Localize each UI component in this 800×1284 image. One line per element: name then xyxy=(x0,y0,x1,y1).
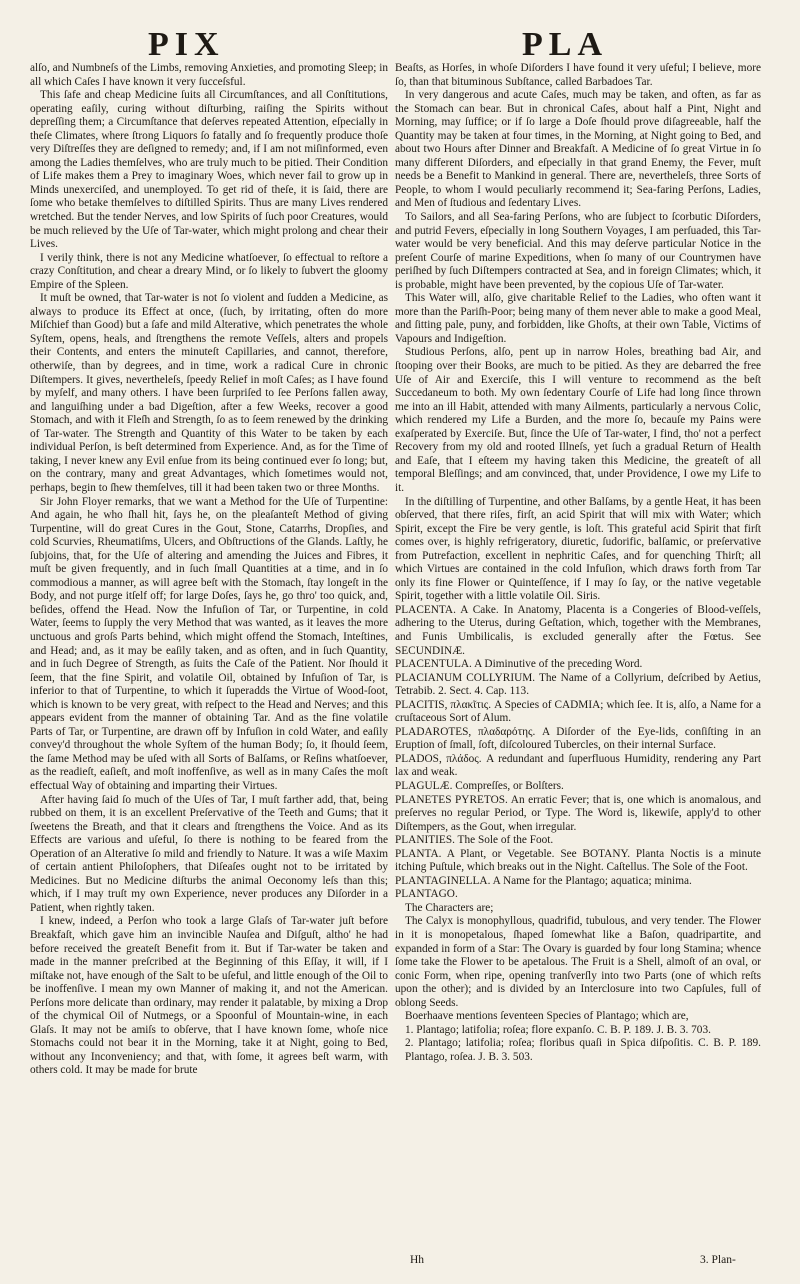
right-column xyxy=(395,62,761,1064)
dictionary-entry-plantaginella: PLANTAGINELLA. A Name for the Plantago; aquatica; minima. xyxy=(395,874,692,887)
paragraph: I knew, indeed, a Perſon who took a large Glaſs of Tar-water juſt before Breakfaſt, which gave him an invincible Nauſea and Diſguſt, altho' he had before received the greateſt Benefit from it. But if Tar-water be taken and made in the manner preſcribed at the Beginning of this Eſſay, it will, if I miſtake not, have enough of the Salt to be uſeful, and little enough of the Oil to be inoffenſive. I mean my own Manner of making it, and not the American. Perſons more delicate than ordinary, may render it palatable, by mixing a Drop of the chymical Oil of Nutmegs, or a Spoonful of Mountain-wine, in each Glaſs. It may not be amiſs to obſerve, that I have known ſome, whoſe nice Stomachs could not bear it in the Morning, take it at Night, going to Bed, without any Inconveniency; and that, with ſome, it agrees beſt warm, with others cold. It may be made for brute xyxy=(30,915,388,1077)
signature-mark: Hh xyxy=(410,1254,425,1266)
dictionary-entry-planta: PLANTA. A Plant, or Vegetable. See BOTANY. Planta Noctis is a minute itching Puſtule, which breaks out in the Night. Caſtellus. The Sole of the Foot. xyxy=(395,847,761,874)
dictionary-entry-pladarotes: PLADAROTES, πλαδαρότης. A Diſorder of the Eye-lids, conſiſting in an Eruption of ſmall, ſoft, diſcoloured Tubercles, on their internal Surface. xyxy=(395,725,761,752)
running-head-left: PIX xyxy=(148,26,225,63)
dictionary-entry-plados: PLADOS, πλάδος. A redundant and ſuperfluous Humidity, rendering any Part lax and weak. xyxy=(395,752,761,779)
paragraph: Beaſts, as Horſes, in whoſe Diſorders I have found it very uſeful; I believe, more ſo, than that bituminous Subſtance, called Barbadoes Tar. xyxy=(395,62,761,88)
list-item: 1. Plantago; latifolia; roſea; flore expanſo. C. B. P. 189. J. B. 3. 703. xyxy=(405,1023,711,1036)
dictionary-entry-planities: PLANITIES. The Sole of the Foot. xyxy=(395,834,554,847)
paragraph: The Calyx is monophyllous, quadrifid, tubulous, and very tender. The Flower in it is monopetalous, ſhaped ſomewhat like a Baſon, quadripartite, and expanded in form of a Star: The Ovary is guarded by four long Stamina; whence ſome take the Flower to be apetalous. The Fruit is a Shell, almoſt of an oval, or conic Form, when ripe, opening tranſverſly into two Parts (one of which reſts upon the other); and is divided by an Interclosure into two Capſules, full of oblong Seeds. xyxy=(395,915,761,1009)
dictionary-entry-planetes: PLANETES PYRETOS. An erratic Fever; that is, one which is anomalous, and preſerves no regular Period, or Type. The Word is, likewiſe, apply'd to other Diſtempers, as the Gout, when irregular. xyxy=(395,793,761,833)
paragraph: alſo, and Numbneſs of the Limbs, removing Anxieties, and promoting Sleep; in all which Caſes I have known it very ſucceſsful. xyxy=(30,62,388,88)
paragraph: To Sailors, and all Sea-faring Perſons, who are ſubject to ſcorbutic Diſorders, and putrid Fevers, eſpecially in long Southern Voyages, I am perſuaded, this Tar-water would be very beneficial. And this may deſerve particular Notice in the preſent Courſe of marine Expeditions, when ſo many of our Countrymen have periſhed by ſuch Diſtempers contracted at Sea, and in foreign Climates; which, it is probable, might have been prevented, by the copious Uſe of Tar-water. xyxy=(395,211,761,291)
paragraph: This ſafe and cheap Medicine ſuits all Circumſtances, and all Conſtitutions, operating eaſily, curing without diſturbing, raiſing the Spirits without depreſſing them; a Circumſtance that deſerves repeated Attention, eſpecially in theſe Climates, where ſtrong Liquors ſo fatally and ſo frequently produce thoſe very Diſtreſſes they are deſigned to remedy; and, if I am not miſinformed, even among the Ladies themſelves, who are truly much to be pitied. Their Condition of Life makes them a Prey to imaginary Woes, which never fail to grow up in Minds unexerciſed, and unemployed. To get rid of theſe, it is ſaid, there are ſome who betake themſelves to diſtilled Spirits. Thus are many Lives rendered wretched. But the tender Nerves, and low Spirits of ſuch poor Creatures, would be much relieved by the Uſe of Tar-water, which might prolong and chear their Lives. xyxy=(30,89,388,251)
paragraph: After having ſaid ſo much of the Uſes of Tar, I muſt farther add, that, being rubbed on them, it is an excellent Preſervative of the Teeth and Gums; that it ſweetens the Breath, and that it clears and ſtrengthens the Voice. And as its Effects are various and uſeful, ſo there is nothing to be feared from the Operation of an Alterative ſo mild and friendly to Nature. It was a wiſe Maxim of certain antient Philoſophers, that Diſeaſes ought not to be irritated by Medicines. But no Medicine diſturbs the animal Oeconomy leſs than this; which, if I may truſt my own Experience, never produces any Diſorder in a Patient, when rightly taken. xyxy=(30,793,388,914)
left-column xyxy=(30,62,388,1078)
dictionary-entry-placentula: PLACENTULA. A Diminutive of the preceding Word. xyxy=(395,658,643,671)
dictionary-entry-placianum: PLACIANUM COLLYRIUM. The Name of a Collyrium, deſcribed by Aetius, Tetrabib. 2. Sect. 4. Cap. 113. xyxy=(395,671,761,698)
paragraph: This Water will, alſo, give charitable Relief to the Ladies, who often want it more than the Pariſh-Poor; being many of them never able to make a good Meal, and ſitting pale, puny, and forbidden, like Ghoſts, at their own Table, Victims of Vapours and Indigeſtion. xyxy=(395,292,761,345)
dictionary-entry-plagulae: PLAGULÆ. Compreſſes, or Bolſters. xyxy=(395,779,564,792)
paragraph: Boerhaave mentions ſeventeen Species of Plantago; which are, xyxy=(405,1010,689,1023)
paragraph: I verily think, there is not any Medicine whatſoever, ſo effectual to reſtore a crazy Conſtitution, and chear a dreary Mind, or ſo likely to ſubvert the gloomy Empire of the Spleen. xyxy=(30,251,388,291)
catchword: 3. Plan- xyxy=(700,1254,736,1266)
list-item: 2. Plantago; latifolia; roſea; floribus quaſi in Spica diſpoſitis. C. B. P. 189. Plantago, roſea. J. B. 3. 503. xyxy=(405,1037,761,1063)
paragraph: The Characters are; xyxy=(405,901,494,914)
dictionary-entry-placitis: PLACITIS, πλακῖτις. A Species of CADMIA; which ſee. It is, alſo, a Name for a cruſtaceous Sort of Alum. xyxy=(395,698,761,725)
paragraph: Studious Perſons, alſo, pent up in narrow Holes, breathing bad Air, and ſtooping over their Books, are much to be pitied. As they are debarred the free Uſe of Air and Exerciſe, this I will venture to recommend as the beſt Succedaneum to both. My own ſedentary Courſe of Life had long ſince thrown me into an ill Habit, attended with many Ailments, particularly a nervous Colic, which rendered my Life a Burden, and the more ſo, becauſe my Pains were exaſperated by Exerciſe. But, ſince the Uſe of Tar-water, I find, tho' not a perfect Recovery from my old and rooted Illneſs, yet ſuch a gradual Return of Health and Eaſe, that I eſteem my having taken this Medicine, the greateſt of all temporal Bleſſings; and am convinced, that, under Providence, I owe my Life to it. xyxy=(395,346,761,494)
paragraph: In the diſtilling of Turpentine, and other Balſams, by a gentle Heat, it has been obſerved, that there riſes, firſt, an acid Spirit that will mix with Water; which Spirit, except the Fire be very gentle, is loſt. This grateful acid Spirit that firſt comes over, is highly refrigeratory, diuretic, ſudorific, balſamic, or preſervative from Putrefaction, excellent in nephritic Caſes, and for quenching Thirſt; all which Virtues are contained in the cold Infuſion, which draws forth from Tar only its fine Flower or Quinteſſence, if I may ſo ſay, or the native vegetable Spirit, together with a little volatile Oil. Siris. xyxy=(395,495,761,603)
paragraph: In very dangerous and acute Caſes, much may be taken, and often, as far as the Stomach can bear. But in chronical Caſes, about half a Pint, Night and Morning, may ſuffice; or if ſo large a Doſe ſhould prove diſagreeable, half the Quantity may be taken at four times, in the Morning, at Night going to Bed, and about two Hours after Dinner and Breakfaſt. A Medicine of ſo great Virtue in ſo many different Diſorders, and eſpecially in that grand Enemy, the Fever, muſt needs be a Benefit to Mankind in general. There are, nevertheleſs, three Sorts of People, to whom I would peculiarly recommend it; Sea-faring Perſons, Ladies, and Men of ſtudious and ſedentary Lives. xyxy=(395,89,761,210)
running-head-right: PLA xyxy=(522,26,608,63)
dictionary-entry-plantago: PLANTAGO. xyxy=(395,888,458,901)
paragraph: Sir John Floyer remarks, that we want a Method for the Uſe of Turpentine: And again, he who ſhall hit, ſays he, on the pleaſanteſt Method of giving Turpentine, will do great Cures in the Gout, Stone, Catarrhs, Dropſies, and cold Scurvies, Rheumatiſms, Ulcers, and Obſtructions of the Glands. Laſtly, he ſubjoins, that, for the Uſe of altering and amending the Juices and Fibres, it muſt be given frequently, and in ſuch ſmall Quantities at a time, and in ſo commodious a manner, as will agree beſt with the Stomach, ſtay longeſt in the Body, and not purge itſelf off; for large Doſes, ſays he, go thro' too quick, and, beſides, offend the Head. Now the Infuſion of Tar, or Turpentine, in cold Water, ſeems to ſupply the very Method that was wanted, as it leaves the more unctuous and groſs Parts behind, which might offend the Stomach, Inteſtines, and Head; and, as it may be eaſily taken, and as often, and in ſuch Quantity, and in ſuch Degree of Strength, as ſuits the Caſe of the Patient. Nor ſhould it ſeem, that the fine Spirit, and volatile Oil, obtained by Infuſion of Tar, is inferior to that of Turpentine, to which it ſuperadds the Virtue of Wood-ſoot, which is known to be very great, with reſpect to the Head and Nerves; and this appears evident from the manner of obtaining Tar. And as the fine volatile Parts of Tar, or Turpentine, are drawn off by Infuſion in cold Water, and eaſily convey'd throughout the whole Syſtem of the human Body; ſo, it ſhould ſeem, the ſame Method may be uſed with all Sorts of Balſams, or Reſins whatſoever, as the readieſt, eaſieſt, and moſt inoffenſive, as well as in many Caſes the moſt effectual Way of obtaining and imparting their Virtues. xyxy=(30,495,388,792)
dictionary-entry-placenta: PLACENTA. A Cake. In Anatomy, Placenta is a Congeries of Blood-veſſels, adhering to the Uterus, during Geſtation, which, together with the Membranes, and Funis Umbilicalis, is excluded generally after the Fœtus. See SECUNDINÆ. xyxy=(395,603,761,657)
paragraph: It muſt be owned, that Tar-water is not ſo violent and ſudden a Medicine, as always to produce its Effect at once, (ſuch, by irritating, often do more Miſchief than Good) but a ſafe and mild Alterative, which penetrates the whole Syſtem, opens, heals, and ſtrengthens the remote Veſſels, alters and propels their Contents, and enters the minuteſt Capillaries, and cannot, therefore, otherwiſe, than by degrees, and in time, work a radical Cure in chronic Diſtempers. It gives, nevertheleſs, ſpeedy Relief in moſt Caſes; as I have found by myſelf, and many others. I have been ſurpriſed to ſee Perſons fallen away, and languiſhing under a bad Digeſtion, after a few Weeks, recover a good Stomach, and with it Fleſh and Strength, ſo as to ſeem renewed by the drinking of Tar-water. The Strength and Quantity of this Water to be taken by each individual Perſon, is beſt determined from Experience. And, as for the Time of taking, I never knew any Evil enſue from its being continued ever ſo long; but, on the contrary, many and great Advantages, which ſometimes would not, perhaps, begin to ſhew themſelves, till it had been taken two or three Months. xyxy=(30,292,388,494)
